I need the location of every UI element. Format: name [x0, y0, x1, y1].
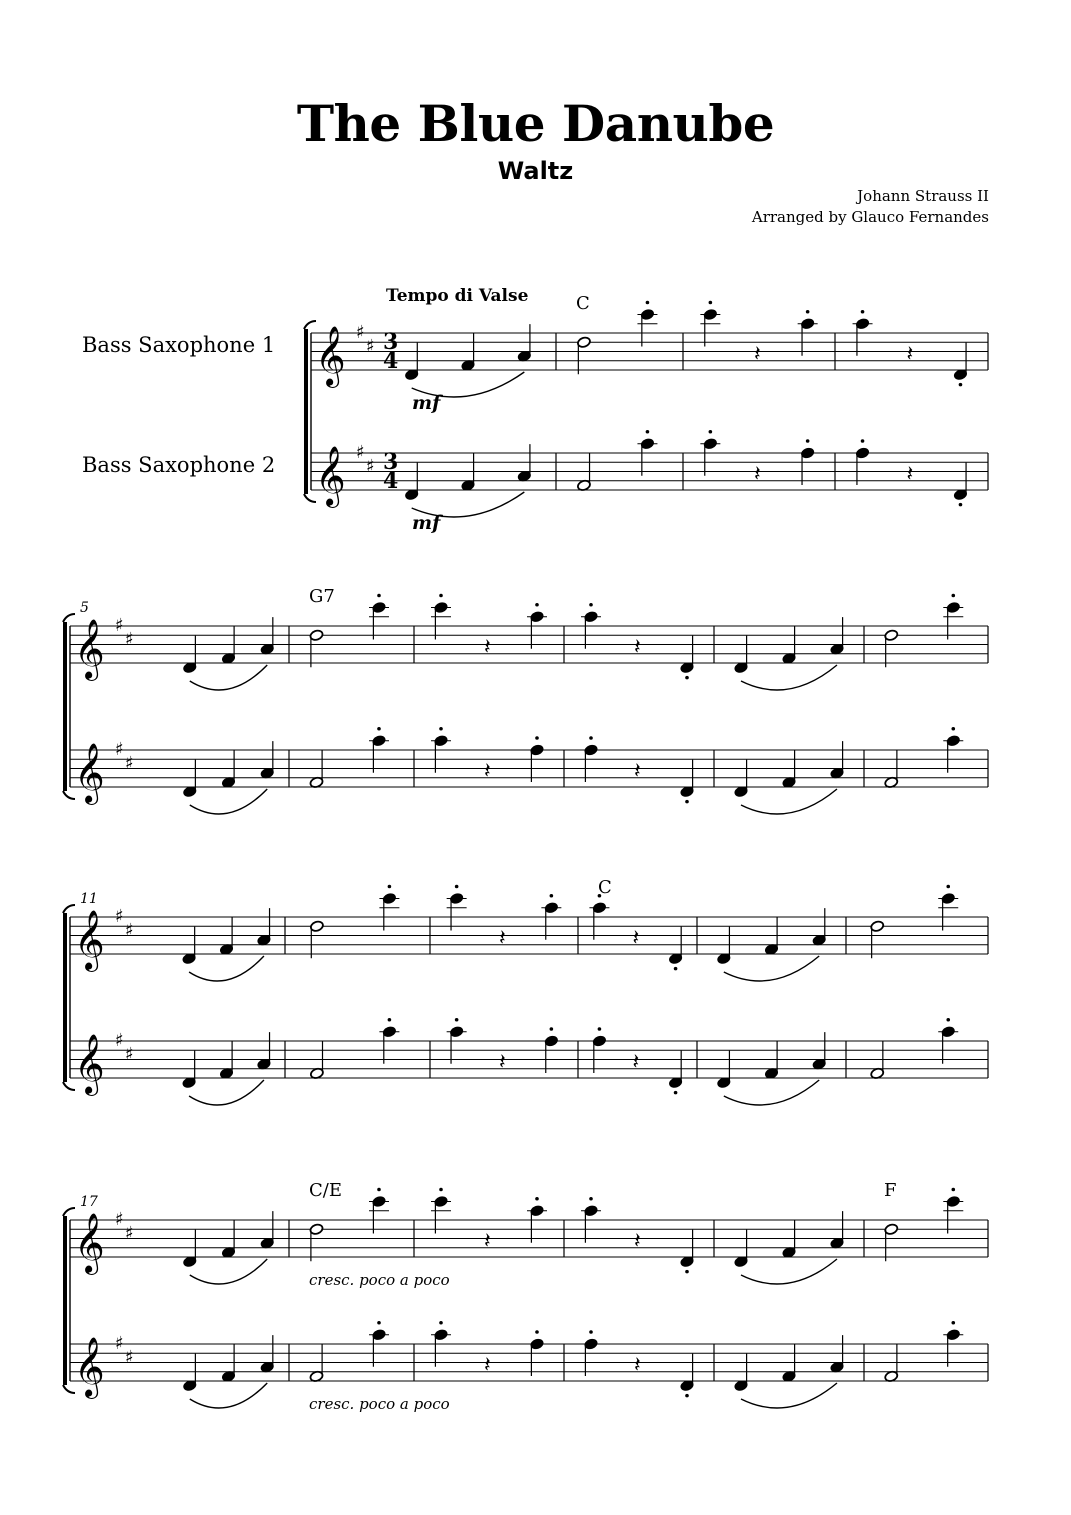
note-head	[764, 917, 779, 955]
note-head	[257, 908, 272, 946]
key-signature-sharp: ♯	[115, 1030, 124, 1051]
note-head	[461, 453, 476, 491]
key-signature-sharp: ♯	[125, 629, 134, 650]
quarter-rest-icon: 𝄽	[634, 1229, 641, 1254]
note-head	[219, 917, 234, 955]
key-signature-sharp: ♯	[125, 1223, 134, 1244]
quarter-rest-icon: 𝄽	[484, 635, 491, 660]
note-head	[260, 1335, 275, 1373]
note-head	[369, 594, 389, 640]
staccato-dot	[861, 439, 865, 443]
staccato-dot	[439, 1188, 443, 1192]
staccato-dot	[861, 310, 865, 314]
staccato-dot	[439, 594, 443, 598]
system-bracket	[63, 1216, 67, 1385]
note-head	[764, 1041, 779, 1079]
key-signature-sharp: ♯	[125, 1347, 134, 1368]
note-head	[182, 1230, 197, 1268]
staccato-dot	[550, 894, 554, 898]
note-head	[680, 760, 695, 804]
note-head	[870, 1041, 885, 1079]
note-head	[782, 626, 797, 664]
staccato-dot	[598, 1027, 602, 1031]
quarter-rest-icon: 𝄽	[754, 462, 761, 487]
quarter-rest-icon: 𝄽	[906, 342, 914, 367]
note-head	[182, 760, 197, 798]
staccato-dot	[388, 1018, 392, 1022]
staccato-dot	[685, 1394, 689, 1398]
note-head	[734, 1354, 749, 1392]
staccato-dot	[589, 1197, 593, 1201]
quarter-rest-icon: 𝄽	[484, 1353, 491, 1378]
staccato-dot	[674, 1091, 678, 1095]
note-head	[182, 1354, 197, 1392]
staccato-dot	[535, 736, 539, 740]
note-head	[884, 1223, 899, 1261]
note-head	[700, 301, 720, 347]
note-head	[517, 444, 532, 482]
key-signature-sharp: ♯	[125, 1044, 134, 1065]
staccato-dot	[388, 885, 392, 889]
note-head	[716, 927, 731, 965]
key-signature-sharp: ♯	[125, 920, 134, 941]
note-head	[309, 629, 324, 667]
expression-marking: cresc. poco a poco	[309, 1271, 450, 1289]
note-head	[260, 1211, 275, 1249]
chord-symbol: C	[576, 293, 590, 314]
note-head	[182, 636, 197, 674]
treble-clef-icon: 𝄞	[74, 1034, 105, 1094]
note-head	[680, 1230, 695, 1274]
key-signature-sharp: ♯	[115, 906, 124, 927]
note-head	[577, 453, 592, 491]
note-head	[716, 1051, 731, 1089]
staccato-dot	[674, 967, 678, 971]
slur	[190, 1383, 267, 1408]
slur	[741, 789, 837, 814]
staccato-dot	[535, 1197, 539, 1201]
staccato-dot	[806, 439, 810, 443]
note-head	[431, 594, 451, 640]
staccato-dot	[535, 603, 539, 607]
note-head	[260, 741, 275, 779]
quarter-rest-icon: 𝄽	[632, 926, 640, 951]
note-head	[369, 1188, 389, 1234]
note-head	[884, 629, 899, 667]
key-signature-sharp: ♯	[115, 615, 124, 636]
treble-clef-icon: 𝄞	[74, 910, 105, 970]
chord-symbol: C/E	[309, 1180, 342, 1201]
note-head	[953, 463, 968, 507]
quarter-rest-icon: 𝄽	[484, 1229, 491, 1254]
measure-number: 17	[80, 1194, 98, 1210]
staccato-dot	[439, 727, 443, 731]
treble-clef-icon: 𝄞	[315, 326, 346, 386]
staccato-dot	[439, 1321, 443, 1325]
note-head	[431, 1188, 451, 1234]
treble-clef-icon: 𝄞	[74, 1213, 105, 1273]
note-head	[830, 617, 845, 655]
staccato-dot	[550, 1027, 554, 1031]
note-head	[637, 301, 657, 347]
quarter-rest-icon: 𝄽	[632, 1050, 640, 1075]
note-head	[943, 594, 963, 640]
note-head	[309, 1344, 324, 1382]
staccato-dot	[377, 594, 381, 598]
staccato-dot	[946, 1018, 950, 1022]
expression-marking: cresc. poco a poco	[309, 1395, 450, 1413]
treble-clef-icon: 𝄞	[315, 446, 346, 506]
key-signature-sharp: ♯	[366, 336, 375, 357]
note-head	[884, 1344, 899, 1382]
slur	[189, 1080, 264, 1105]
treble-clef-icon: 𝄞	[74, 619, 105, 679]
chord-symbol: F	[884, 1180, 897, 1201]
quarter-rest-icon: 𝄽	[499, 1050, 506, 1075]
note-head	[447, 885, 467, 931]
note-head	[782, 1344, 797, 1382]
staccato-dot	[959, 383, 963, 387]
system-bracket	[63, 913, 67, 1082]
measure-number: 11	[80, 891, 98, 907]
note-head	[461, 333, 476, 371]
staccato-dot	[535, 1330, 539, 1334]
slur	[741, 1383, 837, 1408]
staccato-dot	[646, 430, 650, 434]
staccato-dot	[589, 1330, 593, 1334]
staccato-dot	[709, 301, 713, 305]
key-signature-sharp: ♯	[115, 1333, 124, 1354]
instrument-name-2: Bass Saxophone 2	[82, 453, 276, 477]
slur	[189, 956, 264, 981]
note-head	[221, 750, 236, 788]
key-signature-sharp: ♯	[115, 739, 124, 760]
score-title: The Blue Danube	[296, 94, 775, 153]
staccato-dot	[951, 594, 955, 598]
staccato-dot	[685, 800, 689, 804]
note-head	[221, 626, 236, 664]
staccato-dot	[951, 727, 955, 731]
instrument-name-1: Bass Saxophone 1	[82, 333, 276, 357]
system-bracket	[304, 329, 308, 494]
slur	[724, 1080, 819, 1105]
chord-symbol: C	[598, 877, 612, 898]
dynamic-marking: mf	[412, 512, 441, 534]
system-bracket	[63, 622, 67, 791]
time-signature-bottom: 4	[383, 348, 399, 374]
quarter-rest-icon: 𝄽	[634, 1353, 641, 1378]
note-head	[953, 343, 968, 387]
note-head	[219, 1041, 234, 1079]
note-head	[943, 1188, 963, 1234]
quarter-rest-icon: 𝄽	[484, 759, 491, 784]
note-head	[734, 1230, 749, 1268]
note-head	[830, 1211, 845, 1249]
note-head	[680, 636, 695, 680]
note-head	[680, 1354, 695, 1398]
note-head	[870, 920, 885, 958]
time-signature-top: 3	[383, 449, 399, 475]
composer-name: Johann Strauss II	[857, 187, 989, 205]
note-head	[734, 760, 749, 798]
staccato-dot	[455, 1018, 459, 1022]
note-head	[310, 1041, 325, 1079]
staccato-dot	[589, 736, 593, 740]
treble-clef-icon: 𝄞	[74, 1337, 105, 1397]
chord-symbol: G7	[309, 586, 335, 607]
staccato-dot	[709, 430, 713, 434]
note-head	[812, 908, 827, 946]
staccato-dot	[455, 885, 459, 889]
slur	[724, 956, 819, 981]
note-head	[782, 750, 797, 788]
note-head	[404, 343, 419, 381]
staccato-dot	[951, 1321, 955, 1325]
staccato-dot	[377, 1321, 381, 1325]
staccato-dot	[377, 1188, 381, 1192]
arranger-name: Arranged by Glauco Fernandes	[751, 208, 989, 226]
slur	[741, 1259, 837, 1284]
note-head	[577, 336, 592, 374]
note-head	[830, 741, 845, 779]
staccato-dot	[646, 301, 650, 305]
key-signature-sharp: ♯	[125, 753, 134, 774]
note-head	[734, 636, 749, 674]
note-head	[782, 1220, 797, 1258]
time-signature-top: 3	[383, 329, 399, 355]
note-head	[260, 617, 275, 655]
note-head	[517, 324, 532, 362]
slur	[741, 665, 837, 690]
staccato-dot	[951, 1188, 955, 1192]
note-head	[310, 920, 325, 958]
key-signature-sharp: ♯	[366, 456, 375, 477]
staccato-dot	[946, 885, 950, 889]
staccato-dot	[685, 676, 689, 680]
score-subtitle: Waltz	[497, 157, 574, 185]
quarter-rest-icon: 𝄽	[634, 635, 641, 660]
slur	[190, 789, 267, 814]
slur	[190, 665, 267, 690]
note-head	[812, 1032, 827, 1070]
note-head	[257, 1032, 272, 1070]
key-signature-sharp: ♯	[356, 442, 365, 463]
quarter-rest-icon: 𝄽	[634, 759, 641, 784]
note-head	[404, 463, 419, 501]
note-head	[182, 1051, 197, 1089]
note-head	[884, 750, 899, 788]
note-head	[938, 885, 958, 931]
staccato-dot	[685, 1270, 689, 1274]
note-head	[221, 1220, 236, 1258]
time-signature-bottom: 4	[383, 468, 399, 494]
staccato-dot	[377, 727, 381, 731]
note-head	[309, 1223, 324, 1261]
key-signature-sharp: ♯	[115, 1209, 124, 1230]
tempo-marking: Tempo di Valse	[386, 286, 529, 306]
slur	[190, 1259, 267, 1284]
dynamic-marking: mf	[412, 392, 441, 414]
note-head	[668, 1051, 683, 1095]
quarter-rest-icon: 𝄽	[906, 462, 914, 487]
note-head	[182, 927, 197, 965]
treble-clef-icon: 𝄞	[74, 743, 105, 803]
measure-number: 5	[80, 600, 89, 616]
note-head	[668, 927, 683, 971]
staccato-dot	[589, 603, 593, 607]
note-head	[830, 1335, 845, 1373]
quarter-rest-icon: 𝄽	[499, 926, 506, 951]
note-head	[309, 750, 324, 788]
key-signature-sharp: ♯	[356, 322, 365, 343]
staccato-dot	[959, 503, 963, 507]
note-head	[379, 885, 399, 931]
note-head	[221, 1344, 236, 1382]
staccato-dot	[806, 310, 810, 314]
quarter-rest-icon: 𝄽	[754, 342, 761, 367]
